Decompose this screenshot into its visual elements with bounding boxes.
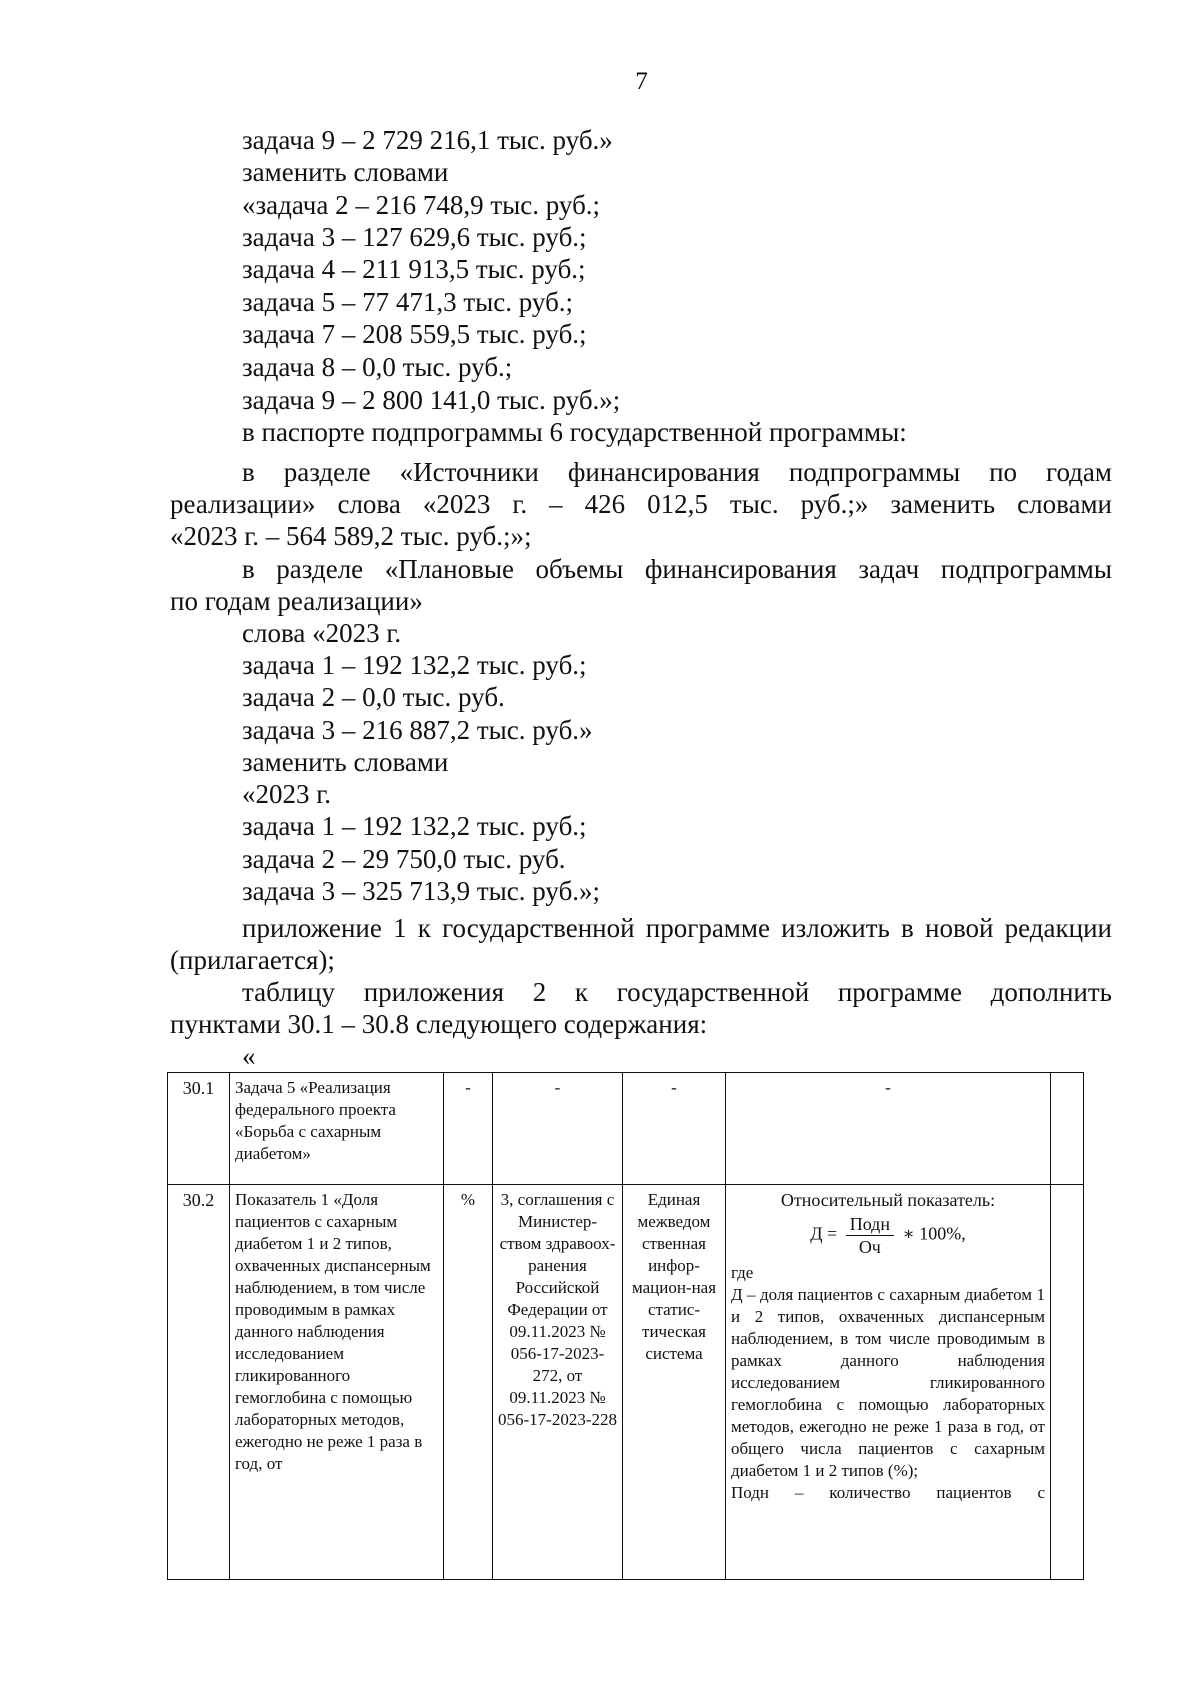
system-cell: -	[623, 1073, 726, 1185]
indicator-name: Показатель 1 «Доля пациентов с сахарным диабетом 1 и 2 типов, охваченных диспансерным наблюдением, в том числе проводимым в рамках данного наблюдения исследованием гликированного гемоглобина с помощью лабораторных методов, ежегодно не реже 1 раза в год, от	[230, 1185, 444, 1580]
method-cell	[726, 1185, 1051, 1580]
formula-denominator: Оч	[858, 1237, 881, 1257]
text-line: заменить словами	[242, 747, 449, 777]
text-line: заменить словами	[242, 157, 449, 187]
text-line: задача 3 – 127 629,6 тыс. руб.;	[242, 222, 587, 252]
where-label: где	[731, 1263, 754, 1282]
formula	[731, 1213, 1045, 1258]
table-row	[168, 1073, 1084, 1185]
formula-lhs: Д =	[810, 1223, 838, 1244]
table-row	[168, 1185, 1084, 1580]
text-line: задача 1 – 192 132,2 тыс. руб.;	[242, 650, 587, 680]
source-cell: -	[493, 1073, 623, 1185]
text-line: задача 2 – 29 750,0 тыс. руб.	[242, 844, 566, 874]
source-cell: 3, соглашения с Министер-ством здравоох-ранения Российской Федерации от 09.11.2023 № 056-17-2023-272, от 09.11.2023 № 056-17-2023-228	[493, 1185, 623, 1580]
text-line: задача 1 – 192 132,2 тыс. руб.;	[242, 811, 587, 841]
method-cell: -	[726, 1073, 1051, 1185]
unit-cell: -	[444, 1073, 493, 1185]
text-line: задача 3 – 216 887,2 тыс. руб.»	[242, 715, 593, 745]
paragraph-line: по годам реализации»	[170, 586, 423, 616]
note-cell	[1051, 1073, 1084, 1185]
opening-quote: «	[242, 1041, 256, 1071]
formula-fraction	[846, 1213, 894, 1258]
paragraph-line: (прилагается);	[170, 945, 335, 975]
definition-d: Д – доля пациентов с сахарным диабетом 1 и 2 типов, охваченных диспансерным наблюдением, в том числе проводимым в рамках данного наблюдения исследованием гликированного гемоглобина с помощью лабораторных методов, ежегодно не реже 1 раза в год, от общего числа пациентов с сахарным диабетом 1 и 2 типов (%);	[731, 1285, 1045, 1480]
paragraph-line: в разделе «Источники финансирования подпрограммы по годам	[242, 457, 1112, 487]
page-number: 7	[635, 68, 648, 95]
indicator-name: Задача 5 «Реализация федерального проекта «Борьба с сахарным диабетом»	[230, 1073, 444, 1185]
unit-cell: %	[444, 1185, 493, 1580]
paragraph-line: таблицу приложения 2 к государственной программе дополнить	[242, 977, 1112, 1007]
row-number: 30.1	[168, 1073, 230, 1185]
text-line: задача 7 – 208 559,5 тыс. руб.;	[242, 319, 587, 349]
formula-numerator: Подн	[846, 1213, 894, 1236]
text-line: «задача 2 – 216 748,9 тыс. руб.;	[242, 190, 601, 220]
text-line: слова «2023 г.	[242, 618, 402, 648]
text-line: задача 3 – 325 713,9 тыс. руб.»;	[242, 876, 601, 906]
text-line: задача 9 – 2 800 141,0 тыс. руб.»;	[242, 385, 621, 415]
text-line: задача 4 – 211 913,5 тыс. руб.;	[242, 254, 586, 284]
paragraph-line: в разделе «Плановые объемы финансирования задач подпрограммы	[242, 554, 1112, 584]
method-title: Относительный показатель:	[780, 1190, 996, 1210]
indicator-table	[167, 1072, 1084, 1580]
text-line: «2023 г.	[242, 779, 332, 809]
paragraph-line: пунктами 30.1 – 30.8 следующего содержания:	[170, 1009, 708, 1039]
definition-podn: Подн – количество пациентов с	[731, 1483, 1045, 1502]
text-line: задача 8 – 0,0 тыс. руб.;	[242, 352, 513, 382]
text-line: задача 9 – 2 729 216,1 тыс. руб.»	[242, 125, 613, 155]
formula-rhs: ∗ 100%,	[902, 1223, 966, 1244]
row-number: 30.2	[168, 1185, 230, 1580]
note-cell	[1051, 1185, 1084, 1580]
text-line: задача 2 – 0,0 тыс. руб.	[242, 682, 505, 712]
text-line: в паспорте подпрограммы 6 государственной программы:	[242, 417, 907, 447]
text-line: задача 5 – 77 471,3 тыс. руб.;	[242, 287, 574, 317]
paragraph-line: «2023 г. – 564 589,2 тыс. руб.;»;	[170, 521, 532, 551]
paragraph-line: приложение 1 к государственной программе изложить в новой редакции	[242, 913, 1112, 943]
paragraph-line: реализации» слова «2023 г. – 426 012,5 тыс. руб.;» заменить словами	[170, 489, 1112, 519]
system-cell: Единая межведом ственная инфор-мацион-ная статис-тическая система	[623, 1185, 726, 1580]
